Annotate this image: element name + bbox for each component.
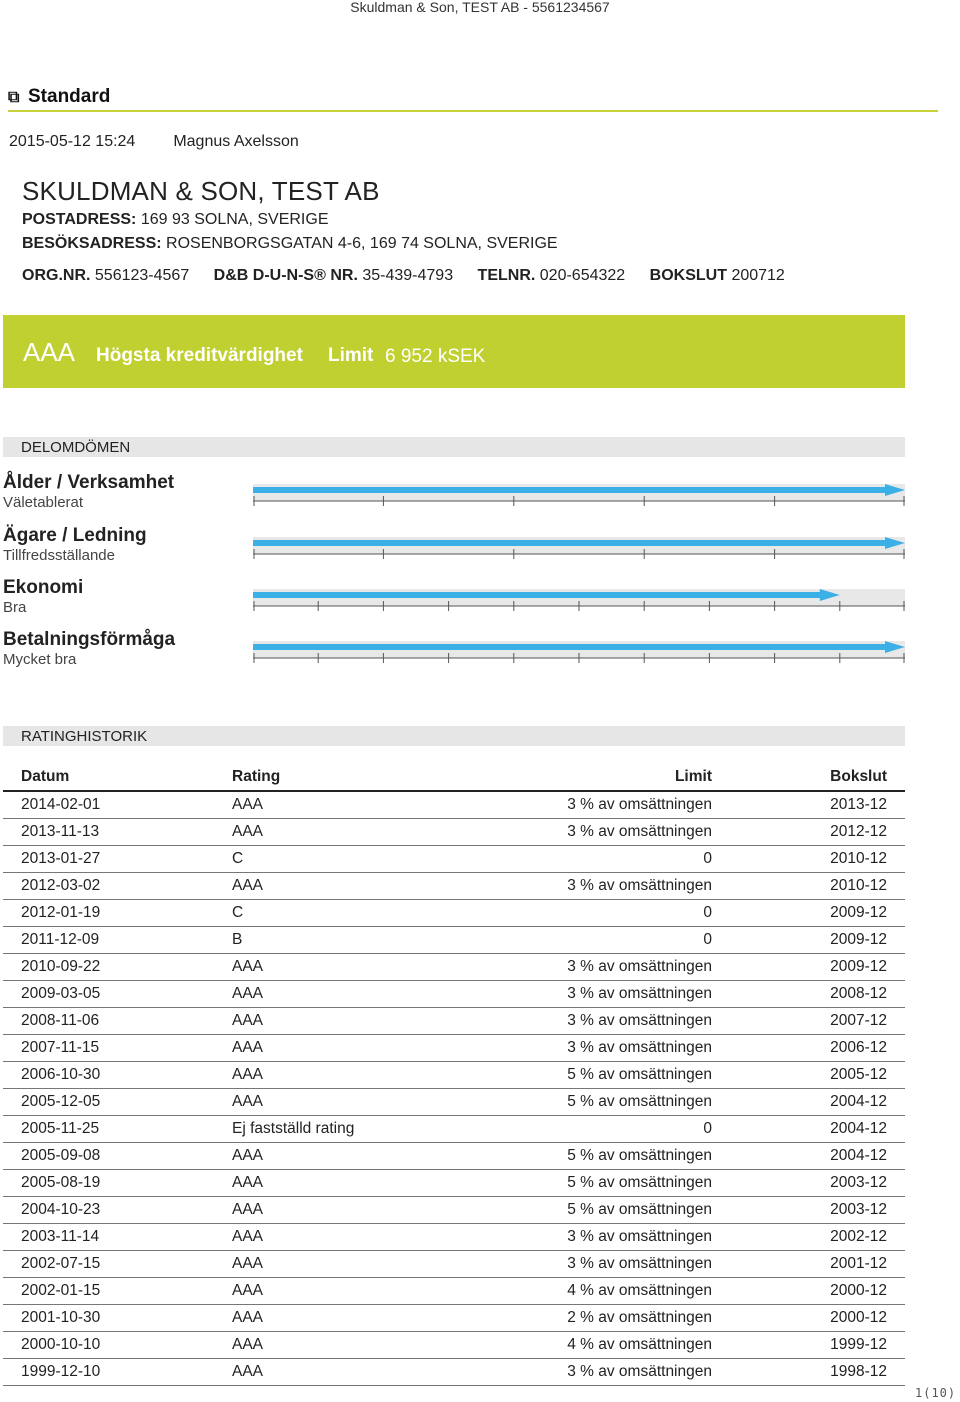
cell-bokslut: 2006-12 xyxy=(712,1035,905,1062)
cell-bokslut: 1999-12 xyxy=(712,1332,905,1359)
visit-value: ROSENBORGSGATAN 4-6, 169 74 SOLNA, SVERIGE xyxy=(166,235,558,252)
table-row xyxy=(3,927,905,954)
cell-limit: 3 % av omsättningen xyxy=(412,1008,712,1035)
cell-rating: AAA xyxy=(232,1035,412,1062)
cell-limit: 5 % av omsättningen xyxy=(412,1062,712,1089)
cell-bokslut: 2008-12 xyxy=(712,981,905,1008)
cell-bokslut: 2012-12 xyxy=(712,819,905,846)
rating-banner xyxy=(3,315,905,388)
cell-datum: 2012-01-19 xyxy=(3,900,232,927)
col-header-rating: Rating xyxy=(232,764,412,791)
cell-rating: AAA xyxy=(232,819,412,846)
subscore-bar-economy xyxy=(253,589,905,613)
company-identifiers xyxy=(22,267,785,285)
subscore-bar-owners xyxy=(253,537,905,561)
subscore-title-age: Ålder / Verksamhet xyxy=(3,472,175,493)
cell-limit: 4 % av omsättningen xyxy=(412,1278,712,1305)
cell-datum: 2003-11-14 xyxy=(3,1224,232,1251)
table-row xyxy=(3,1332,905,1359)
report-meta xyxy=(9,133,299,151)
cell-datum: 2001-10-30 xyxy=(3,1305,232,1332)
cell-rating: AAA xyxy=(232,1062,412,1089)
table-row xyxy=(3,1116,905,1143)
cell-datum: 2010-09-22 xyxy=(3,954,232,981)
cell-rating: AAA xyxy=(232,1332,412,1359)
cell-rating: Ej fastställd rating xyxy=(232,1116,412,1143)
cell-bokslut: 2004-12 xyxy=(712,1143,905,1170)
cell-bokslut: 2003-12 xyxy=(712,1170,905,1197)
cell-rating: AAA xyxy=(232,1197,412,1224)
page-number: 1(10) xyxy=(915,1386,957,1400)
cell-datum: 2012-03-02 xyxy=(3,873,232,900)
subscore-title-owners: Ägare / Ledning xyxy=(3,525,147,546)
cell-datum: 2000-10-10 xyxy=(3,1332,232,1359)
rating-history-table xyxy=(3,764,905,1386)
col-header-datum: Datum xyxy=(3,764,232,791)
tel-value: 020-654322 xyxy=(539,267,626,284)
table-header-row xyxy=(3,764,905,791)
table-row xyxy=(3,791,905,819)
cell-bokslut: 2001-12 xyxy=(712,1251,905,1278)
table-row xyxy=(3,1143,905,1170)
cell-datum: 2006-10-30 xyxy=(3,1062,232,1089)
cell-limit: 3 % av omsättningen xyxy=(412,819,712,846)
cell-rating: AAA xyxy=(232,954,412,981)
tel-label: TELNR. xyxy=(477,267,536,284)
cell-rating: AAA xyxy=(232,1251,412,1278)
cell-rating: AAA xyxy=(232,1224,412,1251)
table-row xyxy=(3,846,905,873)
limit-value: 6 952 kSEK xyxy=(385,346,486,367)
ratinghistorik-heading: RATINGHISTORIK xyxy=(3,726,905,746)
bokslut-label: BOKSLUT xyxy=(649,267,727,284)
subscore-value-owners: Tillfredsställande xyxy=(3,547,115,564)
report-date: 2015-05-12 15:24 xyxy=(9,133,136,150)
cell-limit: 4 % av omsättningen xyxy=(412,1332,712,1359)
cell-rating: AAA xyxy=(232,1170,412,1197)
cell-rating: AAA xyxy=(232,791,412,819)
cell-bokslut: 2003-12 xyxy=(712,1197,905,1224)
table-row xyxy=(3,1035,905,1062)
subscore-value-economy: Bra xyxy=(3,599,27,616)
visit-address xyxy=(22,235,558,253)
cell-bokslut: 2002-12 xyxy=(712,1224,905,1251)
orgnr-label: ORG.NR. xyxy=(22,267,91,284)
table-row xyxy=(3,1251,905,1278)
cell-datum: 2002-01-15 xyxy=(3,1278,232,1305)
cell-datum: 2013-11-13 xyxy=(3,819,232,846)
cell-limit: 0 xyxy=(412,927,712,954)
cell-limit: 0 xyxy=(412,900,712,927)
subscore-bar-payment xyxy=(253,641,905,665)
postal-address xyxy=(22,211,329,229)
cell-rating: AAA xyxy=(232,1305,412,1332)
cell-rating: C xyxy=(232,900,412,927)
cell-rating: AAA xyxy=(232,1278,412,1305)
cell-rating: B xyxy=(232,927,412,954)
subscore-title-payment: Betalningsförmåga xyxy=(3,629,176,650)
duns-value: 35-439-4793 xyxy=(362,267,454,284)
table-row xyxy=(3,1224,905,1251)
subscore-value-age: Väletablerat xyxy=(3,494,84,511)
cell-datum: 2008-11-06 xyxy=(3,1008,232,1035)
visit-label: BESÖKSADRESS: xyxy=(22,235,162,252)
report-type-heading xyxy=(8,86,938,112)
cell-limit: 3 % av omsättningen xyxy=(412,791,712,819)
col-header-bokslut: Bokslut xyxy=(712,764,905,791)
copy-icon: ⧉ xyxy=(8,89,20,106)
table-row xyxy=(3,1359,905,1386)
document-header-title: Skuldman & Son, TEST AB - 5561234567 xyxy=(350,0,610,15)
table-row xyxy=(3,819,905,846)
cell-limit: 2 % av omsättningen xyxy=(412,1305,712,1332)
cell-bokslut: 2009-12 xyxy=(712,927,905,954)
subscore-value-payment: Mycket bra xyxy=(3,651,77,668)
report-user: Magnus Axelsson xyxy=(173,133,299,150)
cell-limit: 0 xyxy=(412,1116,712,1143)
table-row xyxy=(3,981,905,1008)
postal-value: 169 93 SOLNA, SVERIGE xyxy=(140,211,329,228)
table-row xyxy=(3,1089,905,1116)
table-row xyxy=(3,900,905,927)
cell-limit: 5 % av omsättningen xyxy=(412,1089,712,1116)
table-row xyxy=(3,1305,905,1332)
rating-description: Högsta kreditvärdighet xyxy=(96,345,303,366)
limit-label: Limit xyxy=(328,345,374,366)
cell-datum: 2009-03-05 xyxy=(3,981,232,1008)
duns-label: D&B D-U-N-S® NR. xyxy=(213,267,358,284)
table-row xyxy=(3,1197,905,1224)
cell-limit: 5 % av omsättningen xyxy=(412,1143,712,1170)
cell-rating: C xyxy=(232,846,412,873)
cell-limit: 3 % av omsättningen xyxy=(412,1359,712,1386)
cell-datum: 2004-10-23 xyxy=(3,1197,232,1224)
postal-label: POSTADRESS: xyxy=(22,211,137,228)
cell-bokslut: 2005-12 xyxy=(712,1062,905,1089)
table-row xyxy=(3,873,905,900)
delomdomen-heading: DELOMDÖMEN xyxy=(3,437,905,457)
cell-rating: AAA xyxy=(232,981,412,1008)
cell-datum: 2005-09-08 xyxy=(3,1143,232,1170)
cell-limit: 3 % av omsättningen xyxy=(412,1251,712,1278)
cell-bokslut: 2010-12 xyxy=(712,846,905,873)
cell-bokslut: 2004-12 xyxy=(712,1089,905,1116)
cell-limit: 3 % av omsättningen xyxy=(412,981,712,1008)
cell-bokslut: 2009-12 xyxy=(712,954,905,981)
cell-datum: 2013-01-27 xyxy=(3,846,232,873)
table-row xyxy=(3,954,905,981)
table-row xyxy=(3,1062,905,1089)
table-row xyxy=(3,1008,905,1035)
cell-limit: 3 % av omsättningen xyxy=(412,954,712,981)
cell-limit: 3 % av omsättningen xyxy=(412,873,712,900)
cell-limit: 3 % av omsättningen xyxy=(412,1035,712,1062)
table-row xyxy=(3,1278,905,1305)
cell-rating: AAA xyxy=(232,1089,412,1116)
cell-datum: 2005-12-05 xyxy=(3,1089,232,1116)
cell-rating: AAA xyxy=(232,1359,412,1386)
subscore-title-economy: Ekonomi xyxy=(3,577,84,598)
bokslut-value: 200712 xyxy=(731,267,785,284)
cell-rating: AAA xyxy=(232,1143,412,1170)
cell-datum: 2002-07-15 xyxy=(3,1251,232,1278)
cell-datum: 2014-02-01 xyxy=(3,791,232,819)
cell-datum: 2005-11-25 xyxy=(3,1116,232,1143)
cell-datum: 2005-08-19 xyxy=(3,1170,232,1197)
orgnr-value: 556123-4567 xyxy=(94,267,190,284)
cell-bokslut: 2007-12 xyxy=(712,1008,905,1035)
cell-bokslut: 2009-12 xyxy=(712,900,905,927)
cell-limit: 5 % av omsättningen xyxy=(412,1170,712,1197)
cell-limit: 5 % av omsättningen xyxy=(412,1197,712,1224)
cell-datum: 1999-12-10 xyxy=(3,1359,232,1386)
report-type-label: Standard xyxy=(28,86,111,107)
cell-datum: 2011-12-09 xyxy=(3,927,232,954)
cell-bokslut: 2010-12 xyxy=(712,873,905,900)
subscore-bar-age xyxy=(253,484,905,508)
cell-limit: 3 % av omsättningen xyxy=(412,1224,712,1251)
cell-rating: AAA xyxy=(232,1008,412,1035)
company-name: SKULDMAN & SON, TEST AB xyxy=(22,176,380,206)
col-header-limit: Limit xyxy=(412,764,712,791)
cell-bokslut: 2004-12 xyxy=(712,1116,905,1143)
table-row xyxy=(3,1170,905,1197)
cell-rating: AAA xyxy=(232,873,412,900)
cell-bokslut: 2013-12 xyxy=(712,791,905,819)
cell-limit: 0 xyxy=(412,846,712,873)
cell-bokslut: 2000-12 xyxy=(712,1305,905,1332)
cell-datum: 2007-11-15 xyxy=(3,1035,232,1062)
rating-value: AAA xyxy=(23,337,76,367)
cell-bokslut: 1998-12 xyxy=(712,1359,905,1386)
cell-bokslut: 2000-12 xyxy=(712,1278,905,1305)
